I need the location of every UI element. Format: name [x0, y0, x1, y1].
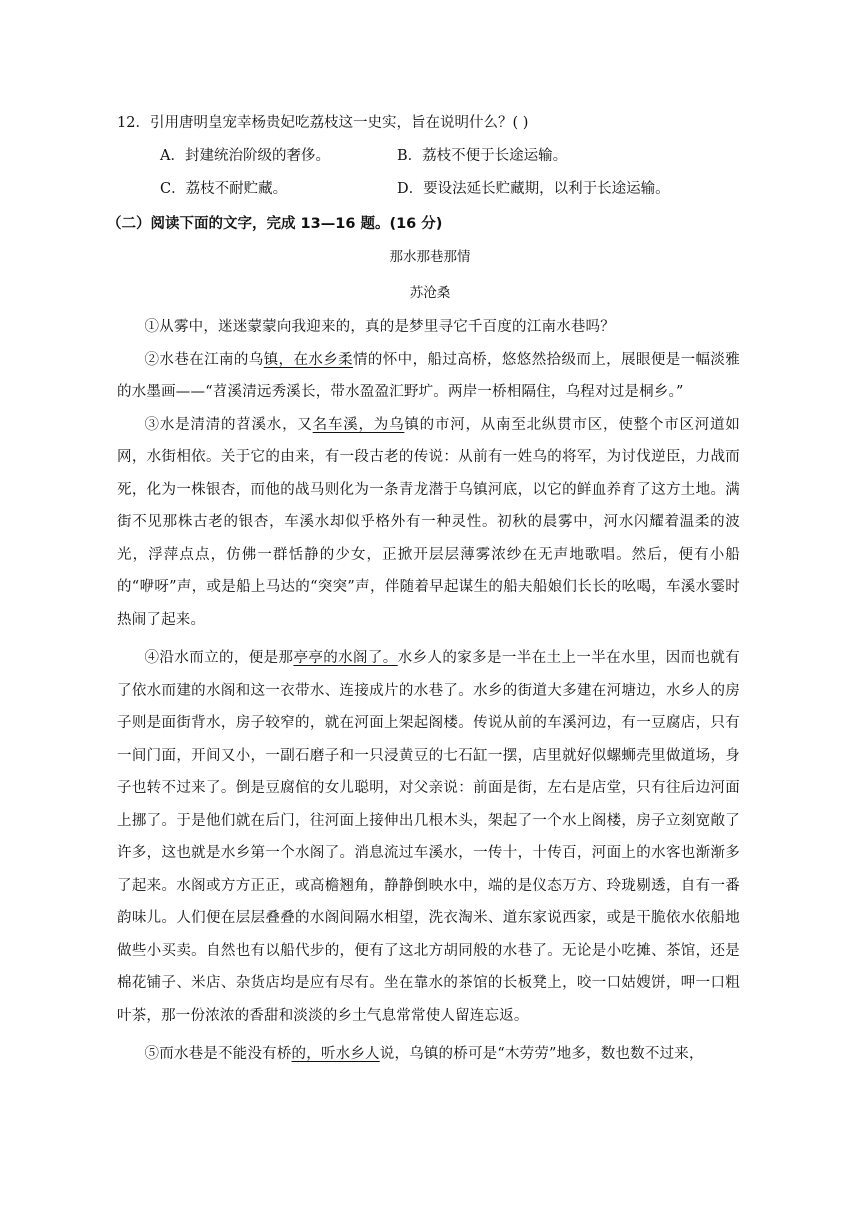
- paragraph-3-text-b: 镇的市河，从南至北纵贯市区，使整个市区河道如网，水街相依。关于它的由来，有一段古老的传说：从前有一姓乌的将军，为讨伐逆臣，力战而死，化为一株银杏，而他的战马则化为一条青龙潜于乌镇河底，以它的鲜血养育了这方土地。满街不见那株古老的银杏，车溪水却似乎格外有一种灵性。初秋的晨雾中，河水闪耀着温柔的波光，浮萍点点，仿佛一群恬静的少女，正掀开层层薄雾浓纱在无声地歌唱。然后，便有小船的“咿呀”声，或是船上马达的“突突”声，伴随着早起谋生的船夫船娘们长长的吆喝，车溪水霎时热闹了起来。: [117, 416, 740, 628]
- article-body: [117, 311, 740, 1071]
- paragraph-3-underlined: 名车溪，为乌: [312, 416, 405, 433]
- option-b: B．荔枝不便于长途运输。: [397, 148, 568, 164]
- paragraph-5-text-a: ⑤而水巷是不能没有桥: [144, 1046, 292, 1062]
- paragraph-5: [117, 1038, 740, 1071]
- paragraph-5-underlined: 的，听水乡人: [291, 1046, 380, 1062]
- option-c: C．荔枝不耐贮藏。: [160, 181, 288, 197]
- paragraph-4-text-b: 水乡人的家多是一半在土上一半在水里，因而也就有了依水而建的水阁和这一衣带水、连接成片的水巷了。水乡的街道大多建在河塘边，水乡人的房子则是面街背水，房子较窄的，就在河面上架起阁楼。传说从前的车溪河边，有一豆腐店，只有一间门面，开间又小，一副石磨子和一只浸黄豆的七石缸一摆，店里就好似螺蛳壳里做道场，身子也转不过来了。倒是豆腐倌的女儿聪明，对父亲说：前面是街，左右是店堂，只有往后边河面上挪了。于是他们就在后门，往河面上接伸出几根木头，架起了一个水上阁楼，房子立刻宽敞了许多，这也就是水乡第一个水阁了。消息流过车溪水，一传十，十传百，河面上的水客也渐渐多了起来。水阁或方方正正，或高檐翘角，静静倒映水中，端的是仪态万方、玲珑剔透，自有一番韵味儿。人们便在层层叠叠的水阁间隔水相望，洗衣淘米、道东家说西家，或是干脆依水依船地做些小买卖。自然也有以船代步的，便有了这北方胡同般的水巷了。无论是小吃摊、茶馆，还是棉花铺子、米店、杂货店均是应有尽有。坐在靠水的茶馆的长板凳上，咬一口姑嫂饼，呷一口粗叶茶，那一份浓浓的香甜和淡淡的乡土气息常常使人留连忘返。: [117, 650, 740, 1024]
- paragraph-3-text-a: ③水是清清的苕溪水，又: [144, 416, 313, 433]
- question-12-stem: 12．引用唐明皇宠幸杨贵妃吃荔枝这一史实，旨在说明什么？( ): [117, 115, 529, 131]
- paragraph-1-text: ①从雾中，迷迷蒙蒙向我迎来的，真的是梦里寻它千百度的江南水巷吗？: [144, 319, 615, 335]
- paragraph-4-underlined: 亭亭的水阁了。: [293, 650, 398, 666]
- paragraph-2-underlined: 镇，在水乡柔: [263, 351, 354, 368]
- paragraph-5-text-b: 说，乌镇的桥可是“木劳劳”地多，数也数不过来，: [379, 1046, 704, 1062]
- option-a: A．封建统治阶级的奢侈。: [160, 148, 330, 164]
- paragraph-4: [117, 642, 740, 1032]
- section-heading: （二）阅读下面的文字，完成 13—16 题。(16 分): [107, 216, 443, 232]
- article-title: 那水那巷那情: [389, 249, 471, 265]
- paragraph-2: [117, 344, 740, 409]
- paragraph-4-text-a: ④沿水而立的，便是那: [144, 650, 294, 666]
- article-author: 苏沧桑: [409, 285, 451, 301]
- paragraph-2-text-b: 情的怀中，船过高桥，悠悠然拾级而上，展眼便是一幅淡雅的水墨画——“苕溪清远秀溪长，带水盈盈汇野圹。两岸一桥相隔住，乌程对过是桐乡。”: [117, 351, 740, 400]
- paragraph-1: [117, 311, 740, 344]
- option-d: D．要设法延长贮藏期，以利于长途运输。: [397, 181, 670, 197]
- paragraph-3: [117, 409, 740, 637]
- paragraph-2-text-a: ②水巷在江南的乌: [144, 351, 264, 368]
